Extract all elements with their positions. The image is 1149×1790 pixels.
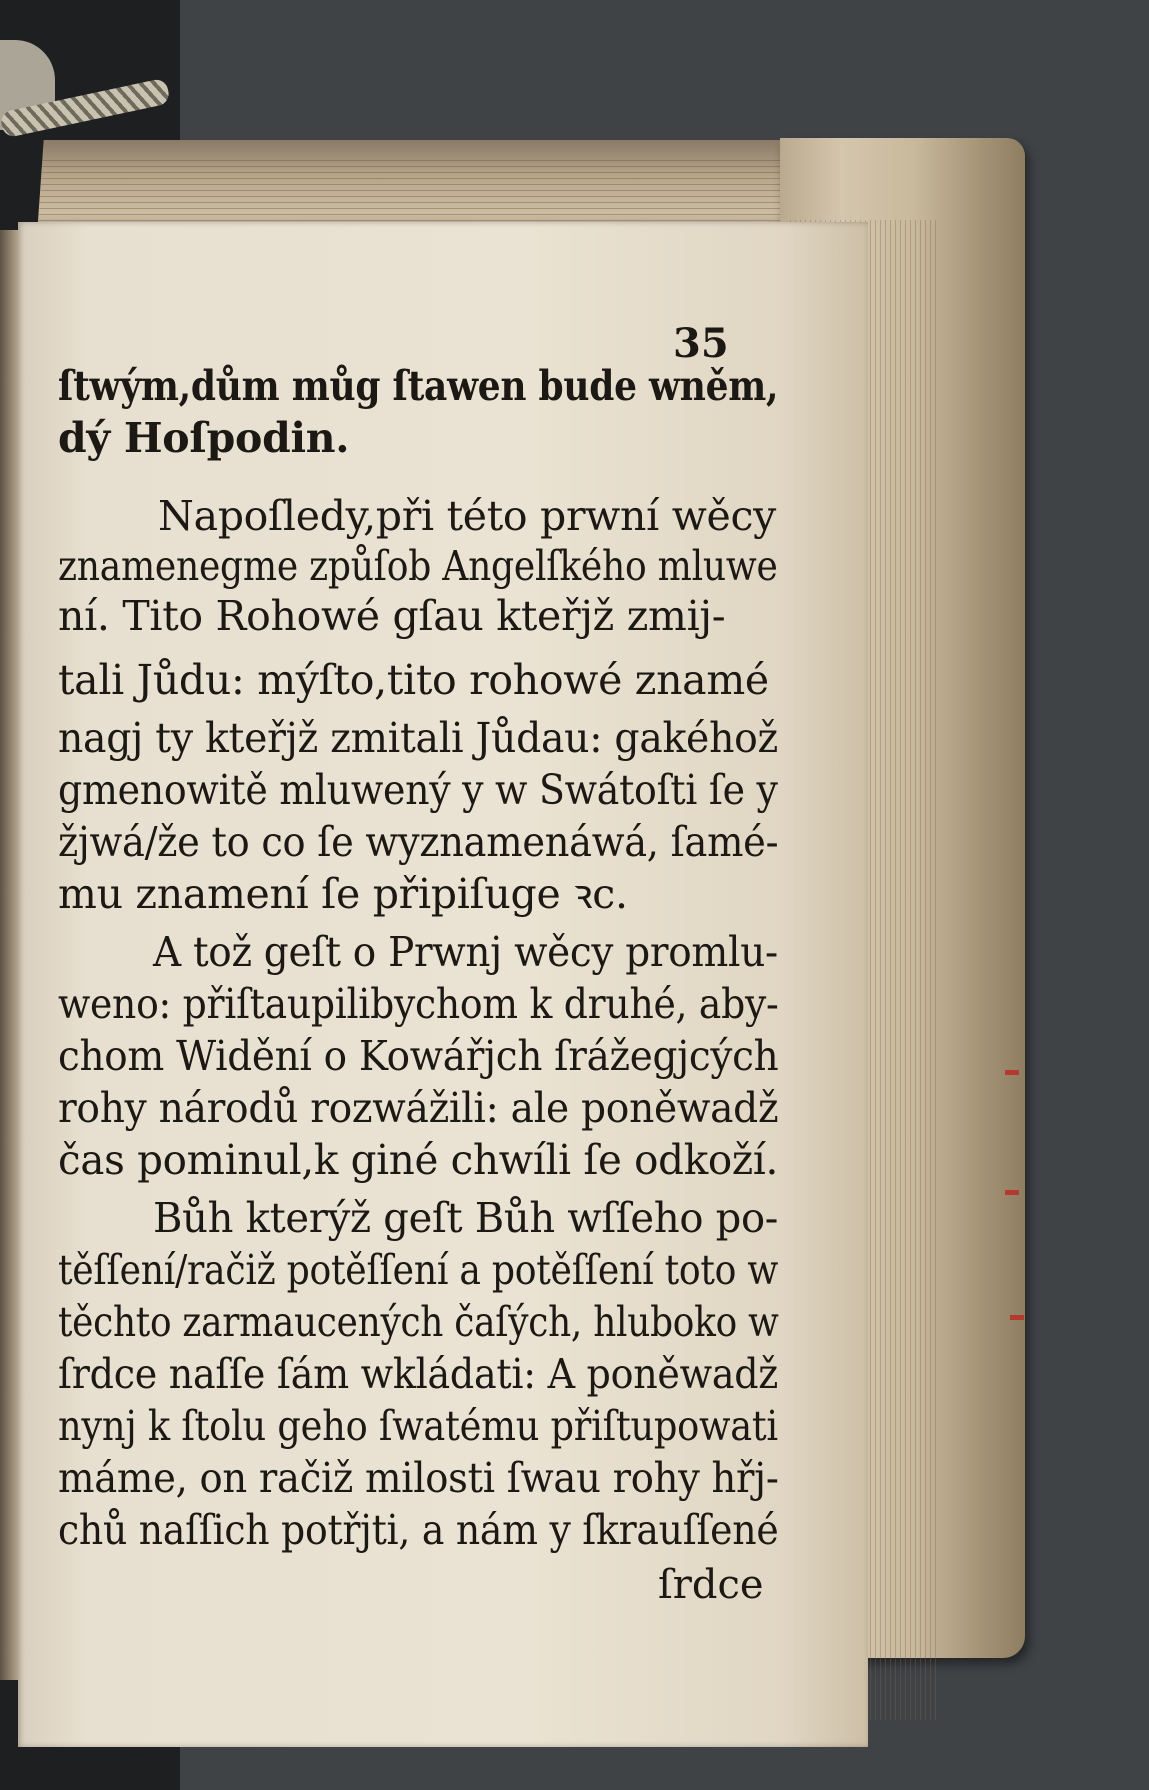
text-line: chom Widění o Kowářjch ſrážegjcých [58, 1032, 779, 1080]
text-line: mu znamení ſe připiſuge ꝛc. [58, 870, 628, 918]
text-line: tali Jůdu: mýſto,tito rohowé znamé [58, 656, 769, 704]
red-edge-mark [1010, 1315, 1024, 1320]
text-line: znamenegme způſob Angelſkého mluwe [58, 542, 778, 590]
text-line: nagj ty kteřjž zmitali Jůdau: gakéhož [58, 714, 778, 762]
text-line: weno: přiſtaupilibychom k druhé, aby- [58, 980, 779, 1028]
book-page [18, 222, 868, 1747]
text-line: ſtwým,dům můg ſtawen bude wněm, [58, 362, 779, 410]
text-line: těſſení/račiž potěſſení a potěſſení toto w [58, 1246, 779, 1294]
text-line: ſrdce naſſe ſám wkládati: A poněwadž [58, 1350, 779, 1398]
text-line: A tož geſt o Prwnj wěcy promlu- [153, 928, 778, 976]
page-number: 35 [673, 320, 729, 367]
catchword: ſrdce [658, 1562, 764, 1608]
red-edge-mark [1005, 1190, 1019, 1195]
text-line: ní. Tito Rohowé gſau kteřjž zmij- [58, 592, 726, 640]
text-line: gmenowitě mluwený y w Swátoſti ſe y [58, 766, 778, 814]
text-line: rohy národů rozwážili: ale poněwadž [58, 1084, 779, 1132]
text-line: čas pominul,k giné chwíli ſe odkoží. [58, 1136, 779, 1184]
text-line: dý Hoſpodin. [58, 414, 350, 462]
text-line: chů naſſich potřjti, a nám y ſkrauſſené [58, 1506, 779, 1554]
red-edge-mark [1005, 1070, 1019, 1075]
text-line: žjwá/že to co ſe wyznamenáwá, ſamé- [58, 818, 779, 866]
text-line: Bůh kterýž geſt Bůh wſſeho po- [153, 1194, 779, 1242]
text-line: Napoſledy,při této prwní wěcy [158, 492, 776, 540]
text-line: máme, on račiž milosti ſwau rohy hřj- [58, 1454, 779, 1502]
text-line: nynj k ſtolu geho ſwatému přiſtupowati [58, 1402, 778, 1450]
text-line: těchto zarmaucených čaſých, hluboko w [58, 1298, 779, 1346]
